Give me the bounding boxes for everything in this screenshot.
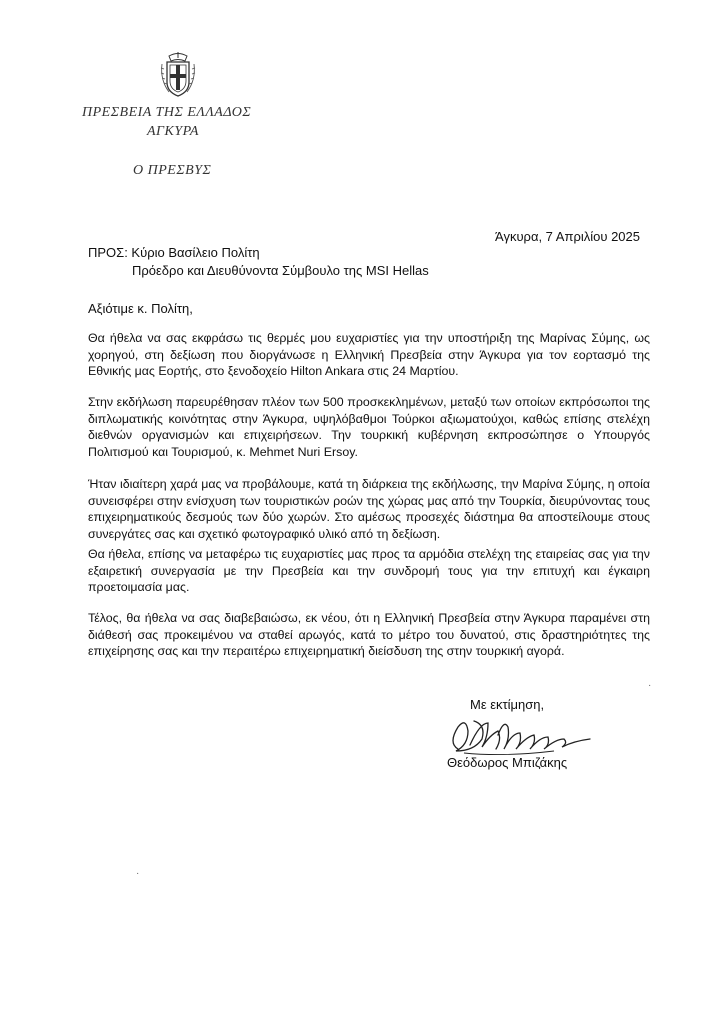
body-paragraph: Θα ήθελα να σας εκφράσω τις θερμές μου ευχαριστίες για την υποστήριξη της Μαρίνας Σύμης, ως χορηγού, στη δεξίωση που διοργάνωσε η Ελληνική Πρεσβεία στην Άγκυρα για τον εορτασμό της Εθνικής μας Εορτής, στο ξενοδοχείο Hilton Ankara στις 24 Μαρτίου. — [88, 331, 650, 379]
scan-speck: · — [136, 868, 140, 879]
recipient-name: ΠΡΟΣ: Κύριο Βασίλειο Πολίτη — [88, 245, 260, 260]
ambassador-title: Ο ΠΡΕΣΒΥΣ — [133, 163, 212, 178]
greek-coat-of-arms-icon — [159, 52, 197, 98]
embassy-city: ΑΓΚΥΡΑ — [147, 124, 199, 139]
recipient-title: Πρόεδρο και Διευθύνοντα Σύμβουλο της MSI Hellas — [132, 263, 429, 278]
body-paragraph: Θα ήθελα, επίσης να μεταφέρω τις ευχαριστίες μας προς τα αρμόδια στελέχη της εταιρείας σας για την εξαιρετική συνεργασία με την Πρεσβεία και την συνδρομή τους για την επιτυχή και έγκαιρη προετοιμασία μας. — [88, 547, 650, 595]
body-paragraph: Ήταν ιδιαίτερη χαρά μας να προβάλουμε, κατά τη διάρκεια της εκδήλωσης, την Μαρίνα Σύμης, η οποία συνεισφέρει στην ενίσχυση των τουριστικών ροών της χώρας μας από την Τουρκία, διευρύνοντας τους επιχειρηματικούς δεσμούς των δύο χωρών. Στο αμέσως προσεχές διάστημα θα αποστείλουμε στους συνεργάτες σας και σχετικό φωτογραφικό υλικό από τη δεξίωση. — [88, 477, 650, 541]
letter-date: Άγκυρα, 7 Απριλίου 2025 — [495, 229, 640, 244]
closing-phrase: Με εκτίμηση, — [470, 697, 545, 712]
body-paragraph: Στην εκδήλωση παρευρέθησαν πλέον των 500 προσκεκλημένων, μεταξύ των οποίων εκπρόσωποι της διπλωματικής κοινότητας στην Άγκυρα, υψηλόβαθμοι Τούρκοι αξιωματούχοι, καθώς επίσης στελέχη διεθνών οργανισμών και επιχειρήσεων. Την τουρκική κυβέρνηση εκπροσώπησε ο Υπουργός Πολιτισμού και Τουρισμού, κ. Mehmet Nuri Ersoy. — [88, 395, 650, 459]
signer-name: Θεόδωρος Μπιζάκης — [447, 755, 568, 770]
scan-speck: · — [648, 680, 652, 691]
embassy-name: ΠΡΕΣΒΕΙΑ ΤΗΣ ΕΛΛΑΔΟΣ — [82, 105, 252, 120]
salutation: Αξιότιμε κ. Πολίτη, — [88, 301, 193, 316]
body-paragraph: Τέλος, θα ήθελα να σας διαβεβαιώσω, εκ νέου, ότι η Ελληνική Πρεσβεία στην Άγκυρα παραμένει στη διάθεσή σας προκειμένου να σταθεί αρωγός, κατά το μέτρο του δυνατού, στις δραστηριότητες της επιχείρησης σας και την περαιτέρω επιχειρηματική διείσδυση της στην τουρκική αγορά. — [88, 611, 650, 659]
